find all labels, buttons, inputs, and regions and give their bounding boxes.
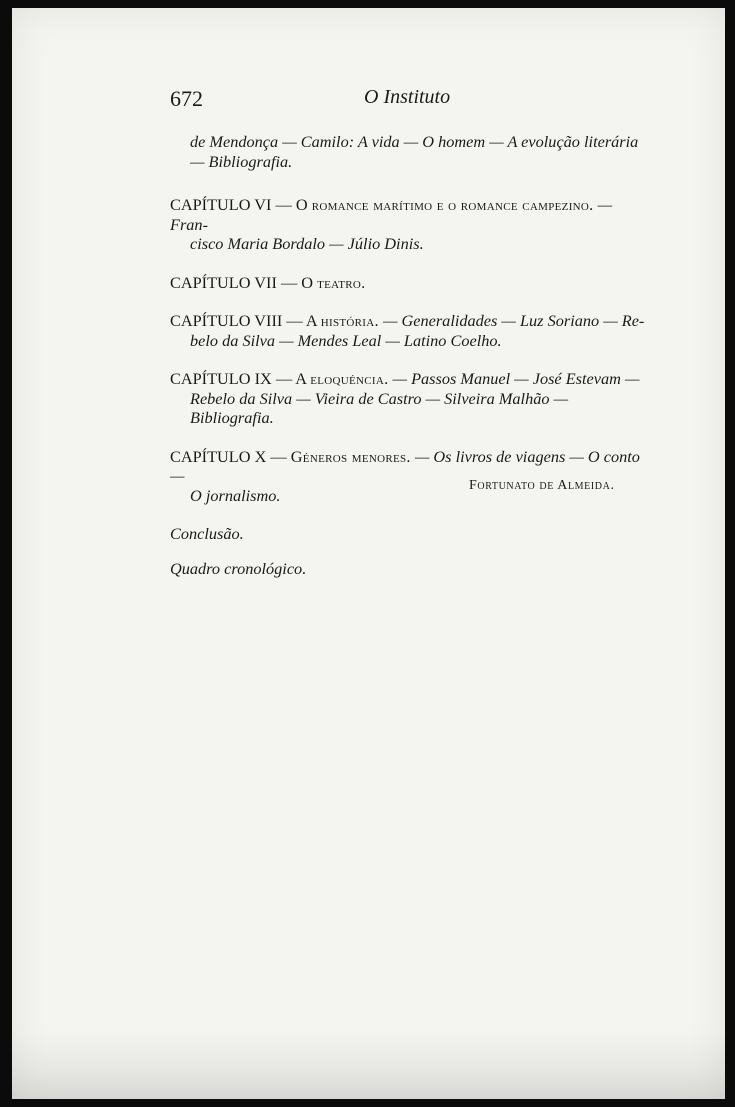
chapter-topic: romance marítimo e o romance campezino.: [311, 195, 594, 214]
chapter-topic: eloquéncia.: [310, 369, 389, 388]
chapter-heading: CAPÍTULO VIII — A: [170, 311, 321, 330]
entry-line: — Bibliografia.: [190, 151, 293, 171]
chapter-topic: teatro.: [317, 272, 366, 292]
toc-entry-chapter-10: [170, 447, 654, 506]
toc-entry-chapter-7: [170, 273, 654, 293]
chapter-heading: CAPÍTULO VII — O: [170, 272, 318, 292]
toc-entry-chronology: Quadro cronológico.: [170, 558, 307, 578]
chapter-heading: CAPÍTULO X —: [170, 446, 291, 466]
author-signature: Fortunato de Almeida.: [469, 478, 615, 493]
page-shadow: [12, 1029, 725, 1099]
chapter-subjects: — Os livros de viagens — O conto —: [170, 446, 640, 485]
page-number: 672: [170, 86, 203, 111]
toc-entry-chapter-8: [170, 311, 654, 350]
chapter-subjects: — Fran-: [170, 195, 613, 234]
chapter-topic: história.: [320, 311, 379, 330]
running-head: [12, 86, 725, 116]
chapter-heading: CAPÍTULO IX — A: [170, 369, 311, 388]
toc-entry-continuation: [170, 132, 654, 171]
toc-entry-conclusion: Conclusão.: [170, 524, 244, 543]
chapter-subjects-continued: Rebelo da Silva — Vieira de Castro — Silveira Malhão — Bibliografia.: [190, 388, 569, 427]
chapter-subjects: — Passos Manuel — José Estevam —: [388, 369, 640, 388]
journal-title: O Instituto: [364, 86, 451, 108]
chapter-topic: Géneros menores.: [290, 446, 411, 466]
book-page: [12, 8, 725, 1099]
table-of-contents: [170, 132, 654, 593]
chapter-subjects-continued: belo da Silva — Mendes Leal — Latino Coelho.: [190, 330, 502, 350]
chapter-subjects-continued: O jornalismo.: [190, 485, 281, 505]
chapter-subjects-continued: cisco Maria Bordalo — Júlio Dinis.: [190, 234, 424, 253]
entry-line: de Mendonça — Camilo: A vida — O homem — A evolução literária: [190, 132, 639, 151]
chapter-subjects: — Generalidades — Luz Soriano — Re-: [378, 311, 645, 330]
toc-entry-chapter-9: [170, 369, 654, 428]
chapter-heading: CAPÍTULO VI — O: [170, 195, 312, 214]
toc-entry-chapter-6: [170, 195, 654, 254]
